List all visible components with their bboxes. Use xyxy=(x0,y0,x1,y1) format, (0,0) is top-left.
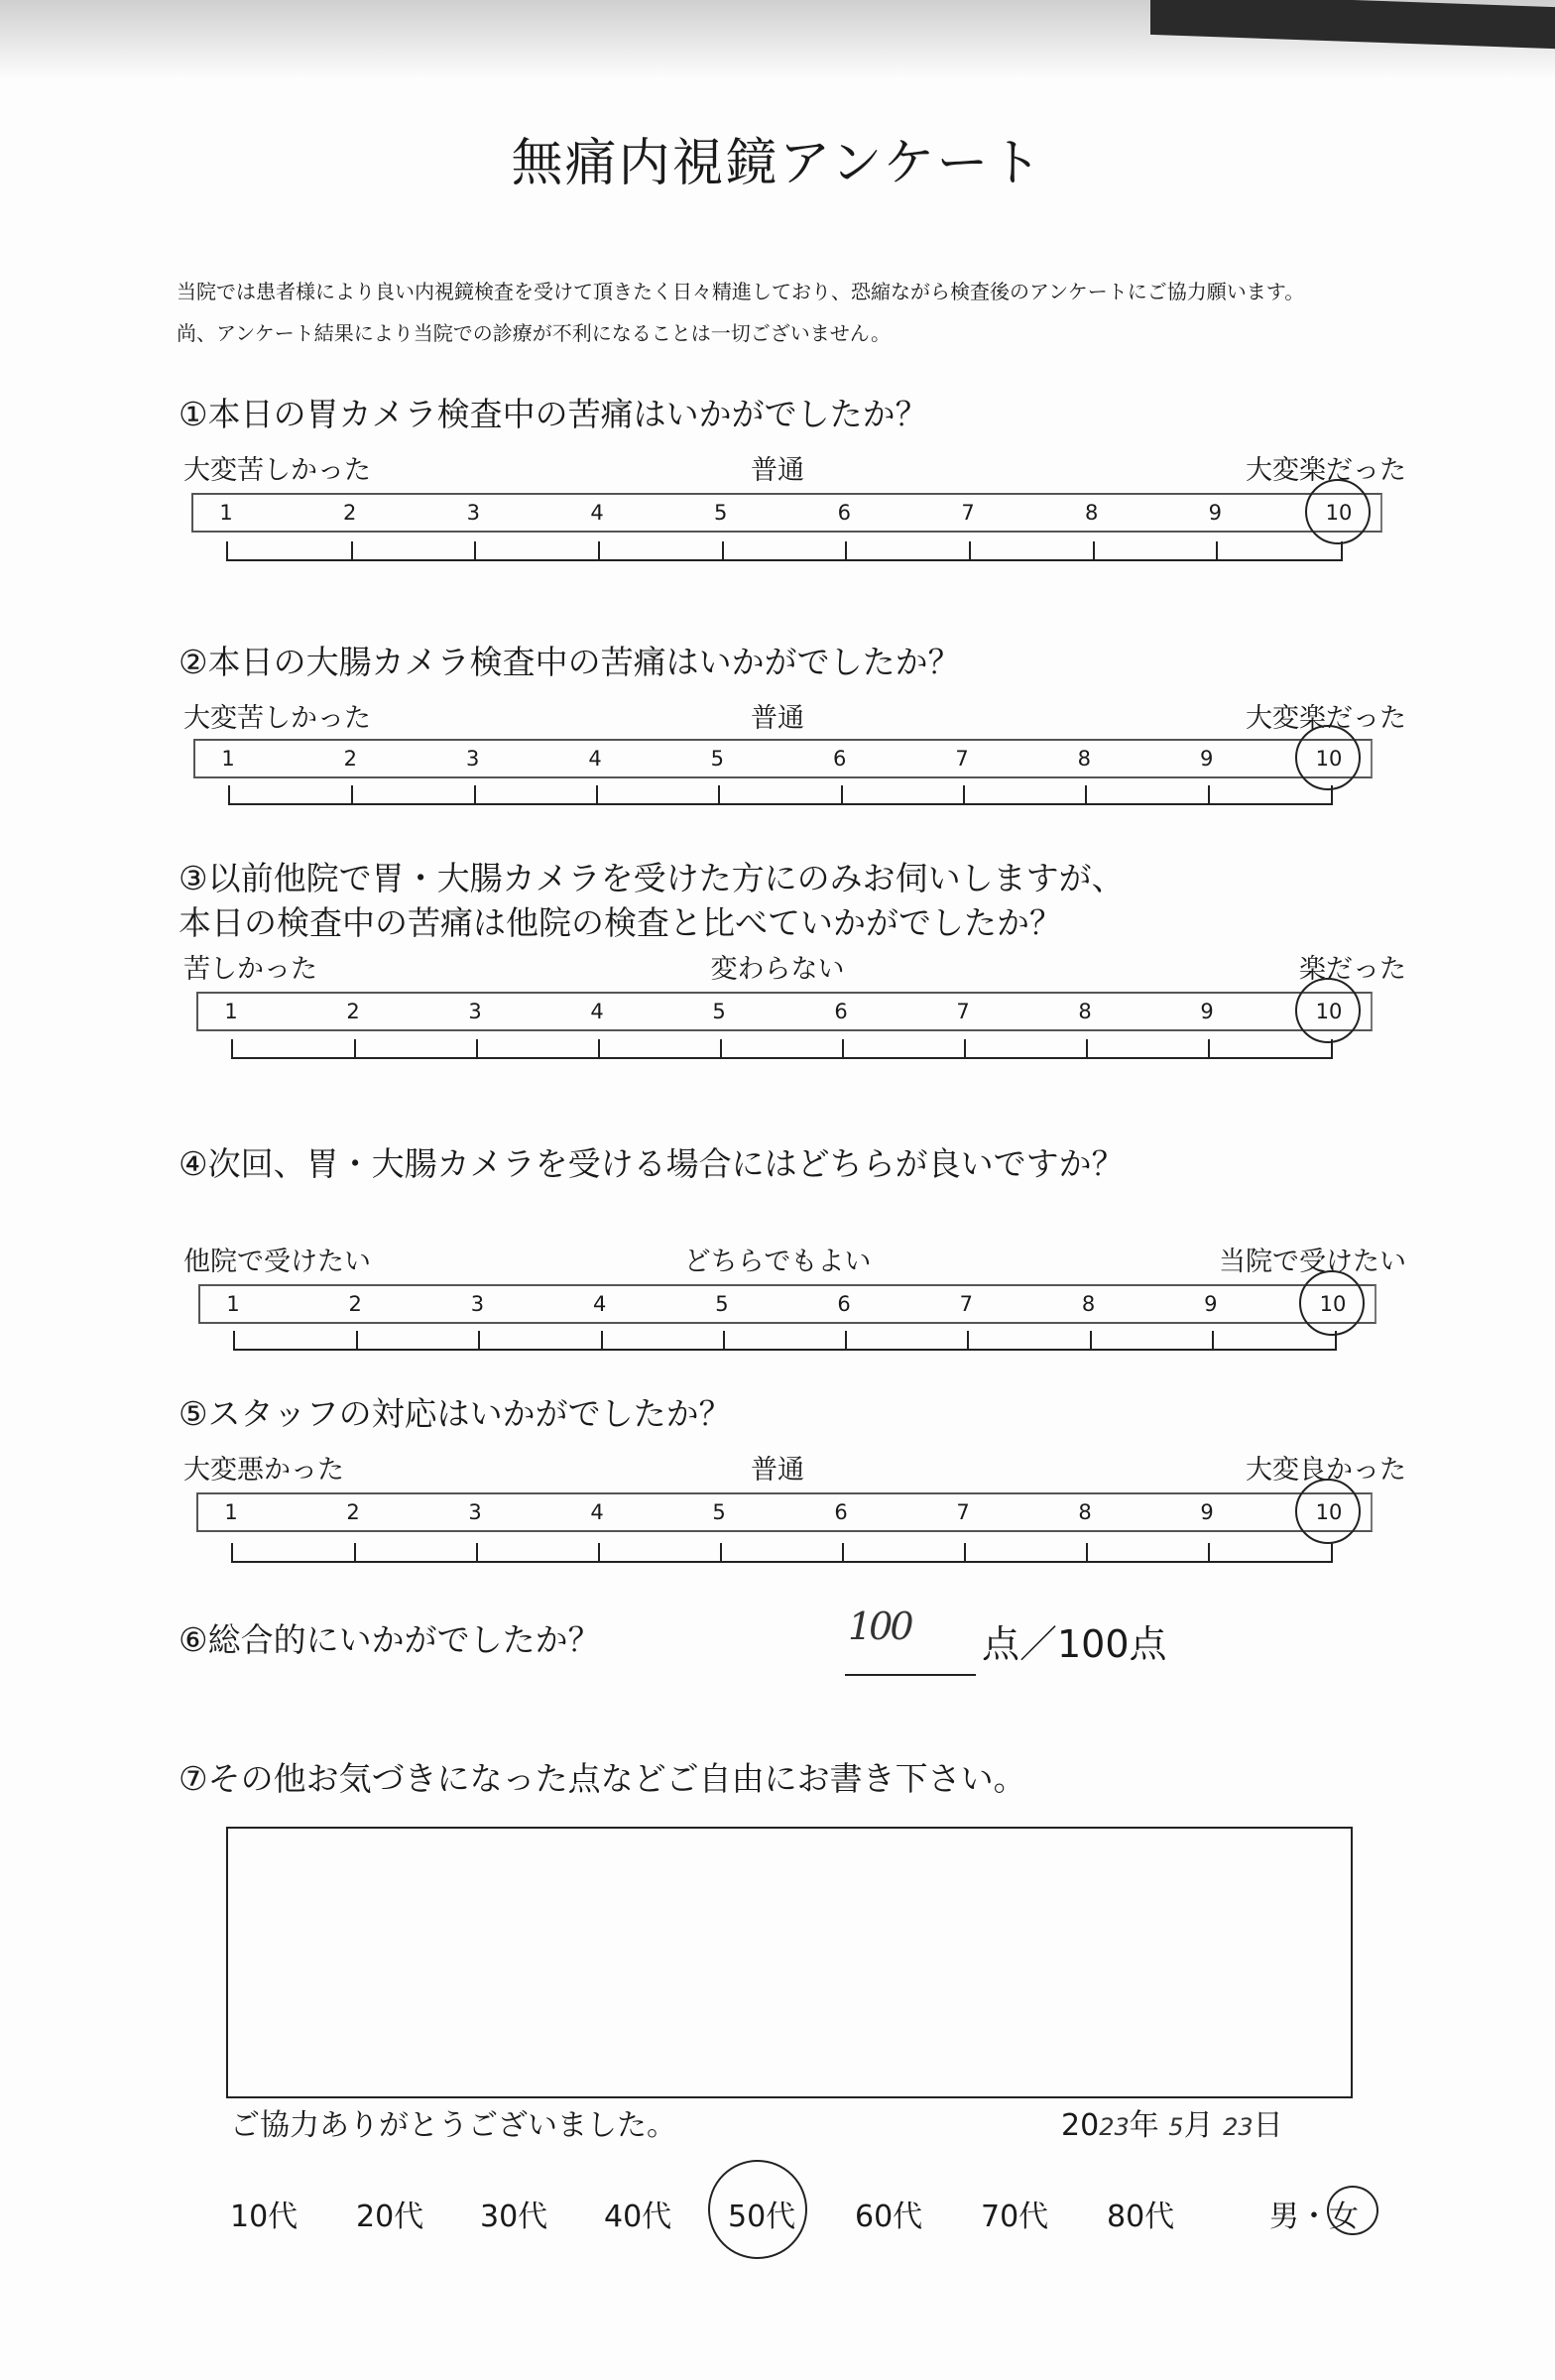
question-1-tick-2 xyxy=(351,541,353,559)
question-5-tick-2 xyxy=(354,1543,356,1561)
date-month: 5 xyxy=(1168,2113,1184,2141)
question-3-option-7[interactable]: 7 xyxy=(956,1000,970,1023)
question-3-tick-4 xyxy=(598,1039,600,1057)
question-4-scale-box xyxy=(198,1284,1376,1324)
page-title: 無痛内視鏡アンケート xyxy=(511,134,1044,193)
question-1-option-8[interactable]: 8 xyxy=(1084,501,1099,525)
intro-line-2: 尚、アンケート結果により当院での診療が不利になることは一切ございません。 xyxy=(177,321,891,345)
question-4-option-3[interactable]: 3 xyxy=(470,1292,485,1316)
question-1-text: ①本日の胃カメラ検査中の苦痛はいかがでしたか？ xyxy=(179,395,928,433)
question-2-option-4[interactable]: 4 xyxy=(588,747,602,771)
question-4-option-7[interactable]: 7 xyxy=(959,1292,974,1316)
question-5-option-8[interactable]: 8 xyxy=(1078,1500,1092,1524)
question-3-option-6[interactable]: 6 xyxy=(834,1000,848,1023)
age-option-30代[interactable]: 30代 xyxy=(480,2200,548,2234)
question-4-option-10[interactable]: 10 xyxy=(1319,1292,1347,1316)
age-option-60代[interactable]: 60代 xyxy=(855,2200,923,2234)
question-3-option-9[interactable]: 9 xyxy=(1200,1000,1214,1023)
question-5-option-9[interactable]: 9 xyxy=(1200,1500,1214,1524)
question-2-mid-anchor: 普通 xyxy=(751,703,804,734)
age-option-80代[interactable]: 80代 xyxy=(1107,2200,1175,2234)
question-5-option-7[interactable]: 7 xyxy=(956,1500,970,1524)
date-field[interactable] xyxy=(1061,2100,1283,2144)
question-4-tick-9 xyxy=(1212,1331,1214,1349)
question-2-tick-5 xyxy=(718,785,720,803)
date-month-label: 月 xyxy=(1183,2108,1214,2143)
question-3-tick-2 xyxy=(354,1039,356,1057)
thanks-message: ご協力ありがとうございました。 xyxy=(230,2108,676,2143)
question-2-scale-axis xyxy=(228,785,1333,805)
question-4-option-1[interactable]: 1 xyxy=(226,1292,240,1316)
score-underline xyxy=(845,1674,976,1676)
free-comment-question: ⑦その他お気づきになった点などご自由にお書き下さい。 xyxy=(179,1759,1026,1798)
age-option-50代[interactable]: 50代 xyxy=(728,2200,796,2234)
question-5-option-6[interactable]: 6 xyxy=(834,1500,848,1524)
question-3-option-1[interactable]: 1 xyxy=(224,1000,238,1023)
gender-separator: ・ xyxy=(1299,2200,1329,2234)
question-2-option-2[interactable]: 2 xyxy=(343,747,358,771)
question-2-tick-6 xyxy=(841,785,843,803)
question-4-option-5[interactable]: 5 xyxy=(715,1292,729,1316)
question-1-left-anchor: 大変苦しかった xyxy=(183,455,371,486)
question-4-option-4[interactable]: 4 xyxy=(592,1292,607,1316)
question-1-tick-7 xyxy=(969,541,971,559)
overall-question: ⑥総合的にいかがでしたか？ xyxy=(179,1620,601,1659)
age-option-20代[interactable]: 20代 xyxy=(356,2200,424,2234)
question-4-option-8[interactable]: 8 xyxy=(1081,1292,1096,1316)
question-3-option-8[interactable]: 8 xyxy=(1078,1000,1092,1023)
age-option-70代[interactable]: 70代 xyxy=(981,2200,1049,2234)
question-3-scale-box xyxy=(196,992,1373,1031)
question-1-option-4[interactable]: 4 xyxy=(590,501,604,525)
question-1-tick-6 xyxy=(845,541,847,559)
intro-line-1: 当院では患者様により良い内視鏡検査を受けて頂きたく日々精進しており、恐縮ながら検査後のアンケートにご協力願います。 xyxy=(177,280,1305,303)
question-5-option-1[interactable]: 1 xyxy=(224,1500,238,1524)
question-4-tick-8 xyxy=(1090,1331,1092,1349)
question-5-tick-7 xyxy=(964,1543,966,1561)
question-3-option-2[interactable]: 2 xyxy=(346,1000,360,1023)
question-4-mid-anchor: どちらでもよい xyxy=(683,1247,872,1277)
question-1-option-1[interactable]: 1 xyxy=(219,501,233,525)
question-2-option-8[interactable]: 8 xyxy=(1077,747,1092,771)
question-4-right-anchor: 当院で受けたい xyxy=(1219,1247,1406,1277)
question-3-tick-5 xyxy=(720,1039,722,1057)
question-1-tick-8 xyxy=(1093,541,1095,559)
question-5-mid-anchor: 普通 xyxy=(751,1455,804,1486)
question-5-right-anchor: 大変良かった xyxy=(1246,1455,1406,1486)
question-3-text: ③以前他院で胃・大腸カメラを受けた方にのみお伺いしますが、 xyxy=(179,859,1125,897)
question-4-tick-2 xyxy=(356,1331,358,1349)
date-era: 20 xyxy=(1061,2108,1100,2143)
question-3-option-10[interactable]: 10 xyxy=(1315,1000,1343,1023)
question-5-tick-5 xyxy=(720,1543,722,1561)
question-5-tick-4 xyxy=(598,1543,600,1561)
question-5-tick-9 xyxy=(1208,1543,1210,1561)
age-selection-circle xyxy=(708,2160,807,2259)
question-2-tick-8 xyxy=(1085,785,1087,803)
question-3-answer-circle xyxy=(1295,978,1361,1043)
question-1-option-3[interactable]: 3 xyxy=(466,501,481,525)
question-4-answer-circle xyxy=(1299,1270,1365,1336)
question-1-tick-3 xyxy=(474,541,476,559)
question-5-option-3[interactable]: 3 xyxy=(468,1500,482,1524)
question-2-tick-9 xyxy=(1208,785,1210,803)
question-5-answer-circle xyxy=(1295,1479,1361,1544)
date-day: 23 xyxy=(1223,2113,1254,2141)
question-1-option-5[interactable]: 5 xyxy=(713,501,728,525)
question-5-tick-3 xyxy=(476,1543,478,1561)
question-3-tick-8 xyxy=(1086,1039,1088,1057)
question-4-option-2[interactable]: 2 xyxy=(348,1292,362,1316)
question-4-tick-5 xyxy=(723,1331,725,1349)
date-year: 23 xyxy=(1099,2113,1130,2141)
question-2-option-1[interactable]: 1 xyxy=(221,747,235,771)
question-3-text-2: 本日の検査中の苦痛は他院の検査と比べていかがでしたか？ xyxy=(179,903,1062,942)
question-1-tick-9 xyxy=(1216,541,1218,559)
age-option-40代[interactable]: 40代 xyxy=(604,2200,672,2234)
question-4-option-9[interactable]: 9 xyxy=(1204,1292,1218,1316)
question-3-left-anchor: 苦しかった xyxy=(183,954,317,985)
question-1-scale-box xyxy=(191,493,1382,533)
question-2-option-7[interactable]: 7 xyxy=(955,747,969,771)
question-2-option-9[interactable]: 9 xyxy=(1199,747,1214,771)
question-5-option-2[interactable]: 2 xyxy=(346,1500,360,1524)
question-2-right-anchor: 大変楽だった xyxy=(1246,703,1406,734)
question-2-tick-2 xyxy=(351,785,353,803)
question-4-tick-3 xyxy=(478,1331,480,1349)
overall-score[interactable]: 100 xyxy=(848,1605,911,1648)
question-4-tick-4 xyxy=(601,1331,603,1349)
question-1-option-10[interactable]: 10 xyxy=(1325,501,1353,525)
question-4-text: ④次回、胃・大腸カメラを受ける場合にはどちらが良いですか？ xyxy=(179,1144,1125,1183)
question-3-tick-7 xyxy=(964,1039,966,1057)
question-2-tick-7 xyxy=(963,785,965,803)
question-3-option-3[interactable]: 3 xyxy=(468,1000,482,1023)
question-1-option-7[interactable]: 7 xyxy=(961,501,975,525)
question-1-mid-anchor: 普通 xyxy=(751,455,804,486)
question-5-tick-6 xyxy=(842,1543,844,1561)
question-2-tick-4 xyxy=(596,785,598,803)
question-5-left-anchor: 大変悪かった xyxy=(183,1455,344,1486)
question-5-option-5[interactable]: 5 xyxy=(712,1500,726,1524)
question-3-scale-axis xyxy=(231,1039,1333,1059)
question-1-option-9[interactable]: 9 xyxy=(1208,501,1223,525)
age-option-10代[interactable]: 10代 xyxy=(230,2200,299,2234)
question-5-tick-8 xyxy=(1086,1543,1088,1561)
question-5-scale-axis xyxy=(231,1543,1333,1563)
question-4-tick-6 xyxy=(845,1331,847,1349)
question-2-tick-3 xyxy=(474,785,476,803)
question-3-tick-3 xyxy=(476,1039,478,1057)
question-1-scale-axis xyxy=(226,541,1343,561)
question-2-option-3[interactable]: 3 xyxy=(465,747,480,771)
gender-selection-circle xyxy=(1327,2186,1378,2235)
date-year-label: 年 xyxy=(1129,2108,1159,2143)
question-3-tick-6 xyxy=(842,1039,844,1057)
question-4-scale-axis xyxy=(233,1331,1337,1351)
free-comment-box[interactable] xyxy=(226,1827,1353,2098)
question-2-option-10[interactable]: 10 xyxy=(1315,747,1343,771)
question-1-tick-4 xyxy=(598,541,600,559)
question-5-scale-box xyxy=(196,1492,1373,1532)
question-5-option-4[interactable]: 4 xyxy=(590,1500,604,1524)
question-2-text: ②本日の大腸カメラ検査中の苦痛はいかがでしたか？ xyxy=(179,643,961,681)
gender-female[interactable]: 女 xyxy=(1329,2200,1359,2234)
question-3-option-4[interactable]: 4 xyxy=(590,1000,604,1023)
gender-male[interactable]: 男 xyxy=(1269,2200,1299,2234)
question-2-option-5[interactable]: 5 xyxy=(710,747,725,771)
question-1-tick-5 xyxy=(722,541,724,559)
question-1-right-anchor: 大変楽だった xyxy=(1246,455,1406,486)
question-1-answer-circle xyxy=(1305,479,1371,544)
question-5-option-10[interactable]: 10 xyxy=(1315,1500,1343,1524)
score-suffix: 点／100点 xyxy=(982,1622,1167,1666)
question-3-option-5[interactable]: 5 xyxy=(712,1000,726,1023)
question-2-option-6[interactable]: 6 xyxy=(832,747,847,771)
question-5-text: ⑤スタッフの対応はいかがでしたか？ xyxy=(179,1394,732,1433)
question-4-tick-7 xyxy=(967,1331,969,1349)
question-4-option-6[interactable]: 6 xyxy=(837,1292,851,1316)
question-1-option-6[interactable]: 6 xyxy=(837,501,852,525)
question-2-left-anchor: 大変苦しかった xyxy=(183,703,371,734)
question-3-mid-anchor: 変わらない xyxy=(710,954,845,985)
question-4-left-anchor: 他院で受けたい xyxy=(183,1247,371,1277)
date-day-label: 日 xyxy=(1253,2108,1283,2143)
question-3-right-anchor: 楽だった xyxy=(1299,954,1406,985)
question-2-answer-circle xyxy=(1295,725,1361,790)
question-3-tick-9 xyxy=(1208,1039,1210,1057)
question-2-scale-box xyxy=(193,739,1373,778)
question-1-option-2[interactable]: 2 xyxy=(342,501,357,525)
